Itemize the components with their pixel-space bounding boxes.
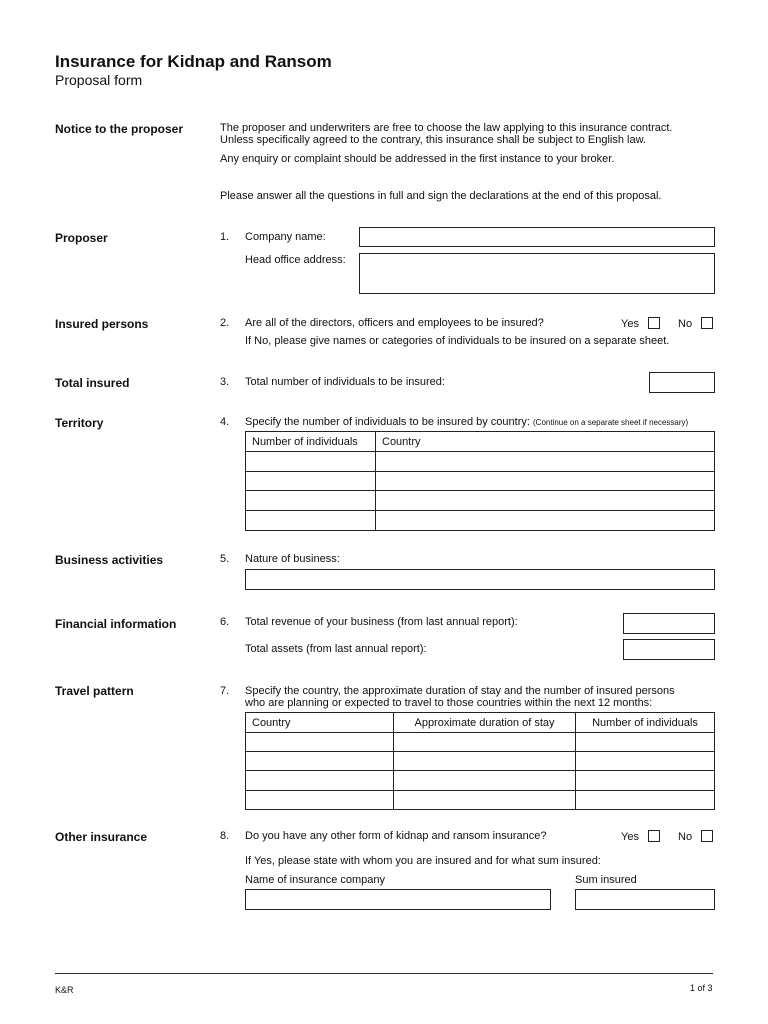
insured-persons-no-checkbox[interactable] [701, 317, 713, 329]
other-insurance-note: If Yes, please state with whom you are insured and for what sum insured: [245, 855, 601, 867]
question-number-3: 3. [220, 376, 230, 388]
section-territory-label: Territory [55, 416, 104, 430]
table-row[interactable] [246, 733, 715, 752]
section-proposer-label: Proposer [55, 231, 108, 245]
question-number-6: 6. [220, 616, 230, 628]
table-header-row [246, 713, 715, 733]
page-subtitle: Proposal form [55, 72, 143, 88]
table-cell[interactable] [376, 511, 715, 531]
section-insured-persons-label: Insured persons [55, 317, 149, 331]
total-revenue-field[interactable] [623, 613, 715, 634]
question-number-8: 8. [220, 830, 230, 842]
col-country: Country [376, 432, 715, 452]
table-cell[interactable] [246, 733, 394, 752]
col-number-of-individuals: Number of individuals [246, 432, 376, 452]
notice-line-4: Please answer all the questions in full and sign the declarations at the end of this proposal. [220, 190, 662, 202]
table-cell[interactable] [246, 791, 394, 810]
table-row[interactable] [246, 752, 715, 771]
travel-question-line-1: Specify the country, the approximate duration of stay and the number of insured persons [245, 685, 675, 697]
table-cell[interactable] [376, 491, 715, 511]
no-label: No [678, 318, 693, 330]
section-financial-label: Financial information [55, 617, 177, 631]
sum-insured-label: Sum insured [575, 874, 637, 886]
no-label: No [678, 831, 693, 843]
section-other-insurance-label: Other insurance [55, 830, 148, 844]
company-name-field[interactable] [359, 227, 715, 247]
table-cell[interactable] [246, 452, 376, 472]
table-cell[interactable] [246, 771, 394, 791]
other-insurance-no-checkbox[interactable] [701, 830, 713, 842]
table-cell[interactable] [576, 791, 715, 810]
notice-line-1: The proposer and underwriters are free to choose the law applying to this insurance contract. [220, 122, 673, 134]
insured-persons-note: If No, please give names or categories of individuals to be insured on a separate sheet. [245, 335, 670, 347]
yes-label: Yes [621, 831, 639, 843]
notice-line-2: Unless specifically agreed to the contrary, this insurance shall be subject to English law. [220, 134, 646, 146]
table-cell[interactable] [394, 733, 576, 752]
travel-table [245, 712, 715, 810]
table-cell[interactable] [376, 452, 715, 472]
insurance-company-field[interactable] [245, 889, 551, 910]
other-insurance-question: Do you have any other form of kidnap and ransom insurance? [245, 830, 547, 842]
total-assets-field[interactable] [623, 639, 715, 660]
question-number-1: 1. [220, 231, 230, 243]
company-name-label: Company name: [245, 231, 326, 243]
question-number-2: 2. [220, 317, 230, 329]
table-cell[interactable] [394, 752, 576, 771]
table-cell[interactable] [576, 733, 715, 752]
section-notice-label: Notice to the proposer [55, 122, 184, 136]
section-business-label: Business activities [55, 553, 164, 567]
page-title: Insurance for Kidnap and Ransom [55, 52, 332, 71]
table-cell[interactable] [246, 472, 376, 491]
table-cell[interactable] [246, 511, 376, 531]
table-cell[interactable] [246, 752, 394, 771]
footer-code: K&R [55, 985, 74, 995]
table-row[interactable] [246, 452, 715, 472]
question-number-7: 7. [220, 685, 230, 697]
section-travel-label: Travel pattern [55, 684, 134, 698]
table-row[interactable] [246, 511, 715, 531]
table-cell[interactable] [576, 752, 715, 771]
insured-persons-question: Are all of the directors, officers and employees to be insured? [245, 317, 544, 329]
notice-line-3: Any enquiry or complaint should be addressed in the first instance to your broker. [220, 153, 615, 165]
table-cell[interactable] [394, 791, 576, 810]
head-office-address-field[interactable] [359, 253, 715, 294]
territory-note: (Continue on a separate sheet if necessary) [533, 418, 689, 427]
question-number-4: 4. [220, 416, 230, 428]
table-cell[interactable] [576, 771, 715, 791]
insured-persons-yes-checkbox[interactable] [648, 317, 660, 329]
footer-divider [55, 973, 713, 974]
table-row[interactable] [246, 472, 715, 491]
nature-of-business-field[interactable] [245, 569, 715, 590]
table-row[interactable] [246, 791, 715, 810]
table-row[interactable] [246, 771, 715, 791]
total-assets-label: Total assets (from last annual report): [245, 643, 427, 655]
question-number-5: 5. [220, 553, 230, 565]
col-duration: Approximate duration of stay [394, 713, 576, 733]
table-cell[interactable] [376, 472, 715, 491]
col-country: Country [246, 713, 394, 733]
table-row[interactable] [246, 491, 715, 511]
total-revenue-label: Total revenue of your business (from last annual report): [245, 616, 518, 628]
total-insured-field[interactable] [649, 372, 715, 393]
table-cell[interactable] [394, 771, 576, 791]
other-insurance-yes-checkbox[interactable] [648, 830, 660, 842]
total-insured-question: Total number of individuals to be insured: [245, 376, 445, 388]
territory-question: Specify the number of individuals to be insured by country: [245, 416, 530, 428]
head-office-address-label: Head office address: [245, 254, 346, 266]
insurance-company-label: Name of insurance company [245, 874, 386, 886]
table-cell[interactable] [246, 491, 376, 511]
page-number: 1 of 3 [690, 983, 713, 993]
sum-insured-field[interactable] [575, 889, 715, 910]
territory-table [245, 431, 715, 531]
col-number-of-individuals: Number of individuals [576, 713, 715, 733]
section-total-insured-label: Total insured [55, 376, 130, 390]
nature-of-business-label: Nature of business: [245, 553, 340, 565]
travel-question-line-2: who are planning or expected to travel to those countries within the next 12 months: [245, 697, 653, 709]
yes-label: Yes [621, 318, 639, 330]
table-header-row [246, 432, 715, 452]
